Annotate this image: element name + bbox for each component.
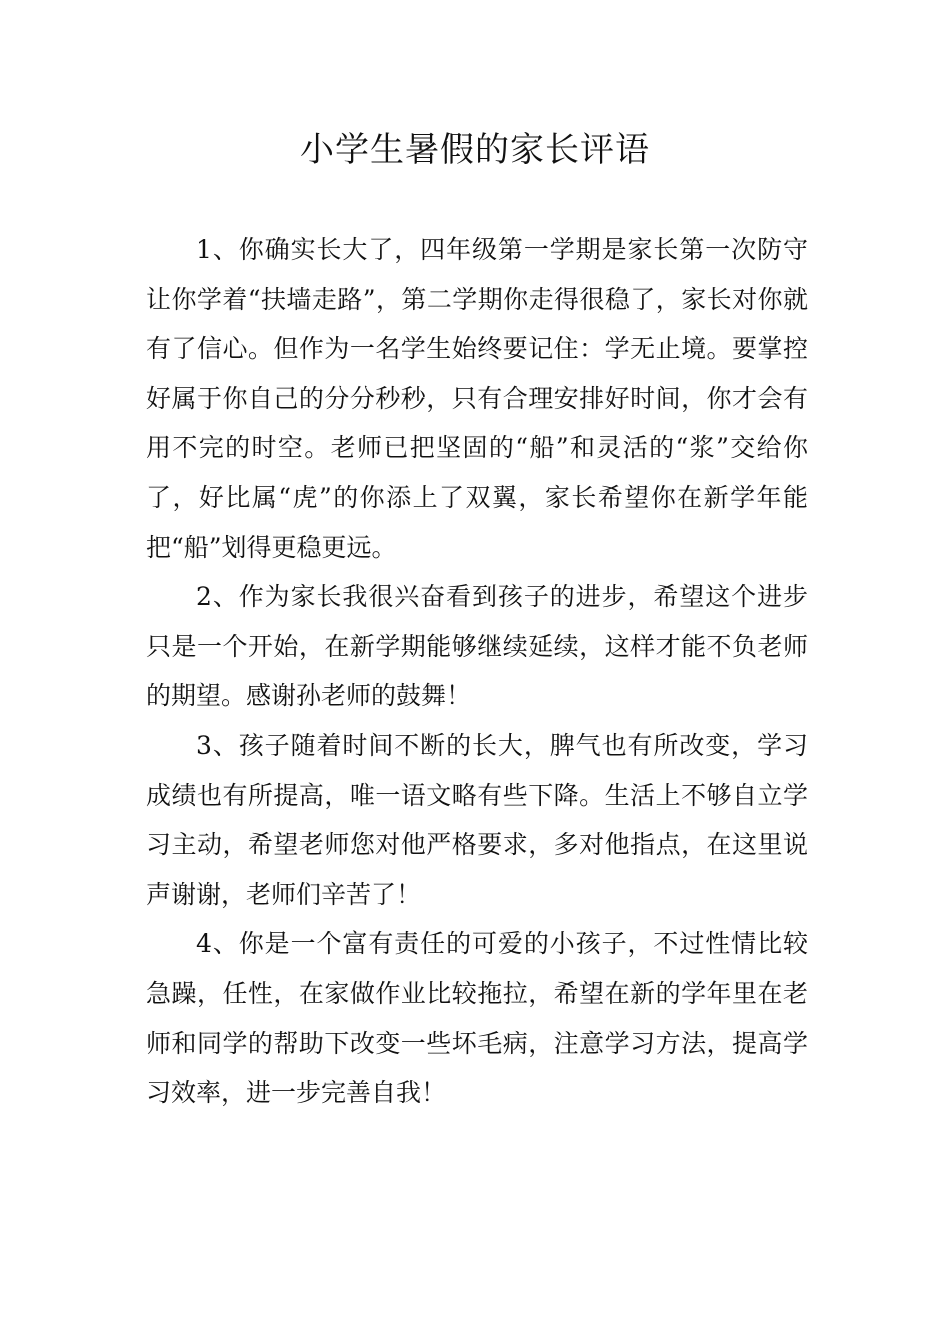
paragraph-1: 1、你确实长大了，四年级第一学期是家长第一次防守让你学着“扶墙走路”，第二学期你走得很稳了，家长对你就有了信心。但作为一名学生始终要记住：学无止境。要掌控好属于你自己的分分秒秒，只有合理安排好时间，你才会有用不完的时空。老师已把坚固的“船”和灵活的“浆”交给你了，好比属“虎”的你添上了双翼，家长希望你在新学年能把“船”划得更稳更远。 [146,235,808,562]
paragraph-3: 3、孩子随着时间不断的长大，脾气也有所改变，学习成绩也有所提高，唯一语文略有些下降。生活上不够自立学习主动，希望老师您对他严格要求，多对他指点，在这里说声谢谢，老师们辛苦了！ [146,730,808,909]
paragraph-4: 4、你是一个富有责任的可爱的小孩子，不过性情比较急躁，任性，在家做作业比较拖拉，希望在新的学年里在老师和同学的帮助下改变一些坏毛病，注意学习方法，提高学习效率，进一步完善自我！ [146,929,808,1108]
document-body [146,225,808,1118]
document-title: 小学生暑假的家长评语 [300,130,650,170]
paragraph-2: 2、作为家长我很兴奋看到孩子的进步，希望这个进步只是一个开始，在新学期能够继续延续，这样才能不负老师的期望。感谢孙老师的鼓舞！ [146,582,808,711]
